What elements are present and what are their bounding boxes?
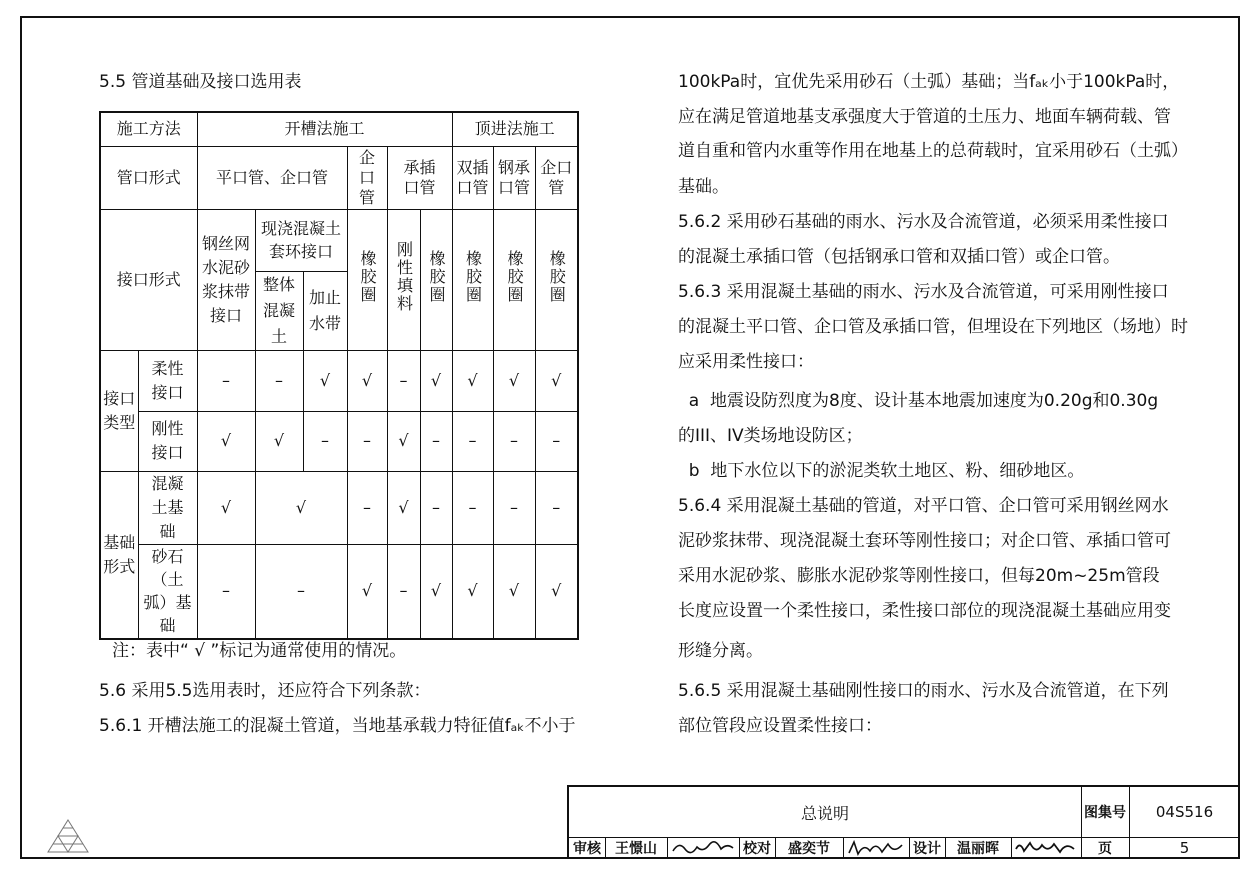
right-line: 部位管段应设置柔性接口： bbox=[678, 716, 882, 736]
right-line: 形缝分离。 bbox=[678, 641, 763, 661]
cell-check: √ bbox=[347, 544, 387, 639]
right-line: 5.6.2 采用砂石基础的雨水、污水及合流管道，必须采用柔性接口 bbox=[678, 212, 1169, 232]
right-line: a 地震设防烈度为8度、设计基本地震加速度为0.20g和0.30g bbox=[678, 391, 1159, 411]
cell-check: √ bbox=[255, 411, 303, 471]
joint-mesh-mortar: 钢丝网水泥砂浆抹带接口 bbox=[197, 209, 255, 350]
group-foundation: 基础形式 bbox=[100, 471, 138, 639]
joint-rigid-fill: 刚性填料 bbox=[387, 209, 420, 350]
check-signature bbox=[843, 837, 909, 859]
cell-dash: – bbox=[493, 411, 535, 471]
header-pipe-form: 管口形式 bbox=[100, 146, 197, 209]
header-method: 施工方法 bbox=[100, 112, 197, 146]
check-name: 盛奕节 bbox=[788, 841, 830, 857]
row-concrete-foundation: 混凝土基础 bbox=[138, 471, 197, 544]
cell-dash: – bbox=[387, 544, 420, 639]
clause-5-6: 5.6 采用5.5选用表时，还应符合下列条款： bbox=[99, 681, 431, 701]
joint-rubber-1: 橡胶圈 bbox=[347, 209, 387, 350]
cell-check: √ bbox=[255, 471, 347, 544]
cell-check: √ bbox=[452, 350, 493, 411]
atlas-logo-icon bbox=[46, 818, 90, 854]
cell-check: √ bbox=[535, 350, 578, 411]
cell-check: √ bbox=[387, 471, 420, 544]
design-signature bbox=[1011, 837, 1081, 859]
joint-whole-concrete: 整体混凝土 bbox=[255, 271, 303, 350]
right-line: 应采用柔性接口： bbox=[678, 352, 814, 372]
header-jacking: 顶进法施工 bbox=[452, 112, 578, 146]
right-line: 100kPa时，宜优先采用砂石（土弧）基础；当fₐₖ小于100kPa时， bbox=[678, 72, 1180, 92]
page-label: 页 bbox=[1098, 841, 1112, 857]
joint-rubber-3: 橡胶圈 bbox=[452, 209, 493, 350]
cell-check: √ bbox=[452, 544, 493, 639]
header-joint-form: 接口形式 bbox=[100, 209, 197, 350]
right-line: 道自重和管内水重等作用在地基上的总荷载时，宜采用砂石（土弧） bbox=[678, 141, 1188, 161]
right-line: 5.6.3 采用混凝土基础的雨水、污水及合流管道，可采用刚性接口 bbox=[678, 282, 1169, 302]
header-open-cut: 开槽法施工 bbox=[197, 112, 452, 146]
cell-dash: – bbox=[197, 544, 255, 639]
joint-rubber-2: 橡胶圈 bbox=[420, 209, 452, 350]
pipe-double-spigot: 双插口管 bbox=[452, 146, 493, 209]
right-line: 基础。 bbox=[678, 177, 729, 197]
cell-dash: – bbox=[452, 471, 493, 544]
cell-dash: – bbox=[493, 471, 535, 544]
right-line: 的混凝土承插口管（包括钢承口管和双插口管）或企口管。 bbox=[678, 247, 1120, 267]
right-line: 应在满足管道地基支承强度大于管道的土压力、地面车辆荷载、管 bbox=[678, 107, 1171, 127]
cell-dash: – bbox=[535, 411, 578, 471]
right-line: 5.6.5 采用混凝土基础刚性接口的雨水、污水及合流管道，在下列 bbox=[678, 681, 1169, 701]
joint-waterstop: 加止水带 bbox=[303, 271, 347, 350]
cell-check: √ bbox=[347, 350, 387, 411]
pipe-flat-qikou: 平口管、企口管 bbox=[197, 146, 347, 209]
cell-dash: – bbox=[387, 350, 420, 411]
review-signature bbox=[667, 837, 739, 859]
row-flexible: 柔性接口 bbox=[138, 350, 197, 411]
review-label: 审核 bbox=[573, 841, 601, 857]
cell-dash: – bbox=[420, 471, 452, 544]
cell-check: √ bbox=[420, 350, 452, 411]
cell-check: √ bbox=[493, 350, 535, 411]
section-title: 5.5 管道基础及接口选用表 bbox=[99, 72, 302, 92]
cell-check: √ bbox=[420, 544, 452, 639]
cell-dash: – bbox=[452, 411, 493, 471]
pipe-qikou: 企口管 bbox=[347, 146, 387, 209]
row-rigid: 刚性接口 bbox=[138, 411, 197, 471]
page-number: 5 bbox=[1179, 839, 1190, 857]
right-line: 的III、IV类场地设防区； bbox=[678, 426, 863, 446]
pipe-steel-socket: 钢承口管 bbox=[493, 146, 535, 209]
cell-dash: – bbox=[197, 350, 255, 411]
review-name: 王憬山 bbox=[615, 841, 657, 857]
right-line: 的混凝土平口管、企口管及承插口管，但埋设在下列地区（场地）时 bbox=[678, 317, 1188, 337]
cell-dash: – bbox=[303, 411, 347, 471]
right-line: 采用水泥砂浆、膨胀水泥砂浆等刚性接口，但每20m~25m管段 bbox=[678, 566, 1160, 586]
atlas-label: 图集号 bbox=[1084, 805, 1126, 821]
pipe-qikou-jack: 企口管 bbox=[535, 146, 578, 209]
cell-check: √ bbox=[493, 544, 535, 639]
cell-check: √ bbox=[197, 411, 255, 471]
cell-check: √ bbox=[303, 350, 347, 411]
cell-check: √ bbox=[387, 411, 420, 471]
right-line: 泥砂浆抹带、现浇混凝土套环等刚性接口；对企口管、承插口管可 bbox=[678, 531, 1171, 551]
atlas-number: 04S516 bbox=[1155, 803, 1214, 821]
cell-check: √ bbox=[535, 544, 578, 639]
design-name: 温丽晖 bbox=[957, 841, 999, 857]
pipe-socket: 承插口管 bbox=[387, 146, 452, 209]
design-label: 设计 bbox=[913, 841, 941, 857]
cell-check: √ bbox=[197, 471, 255, 544]
joint-rubber-5: 橡胶圈 bbox=[535, 209, 578, 350]
cell-dash: – bbox=[347, 411, 387, 471]
joint-rubber-4: 橡胶圈 bbox=[493, 209, 535, 350]
right-line: 长度应设置一个柔性接口，柔性接口部位的现浇混凝土基础应用变 bbox=[678, 601, 1171, 621]
cell-dash: – bbox=[535, 471, 578, 544]
cell-dash: – bbox=[420, 411, 452, 471]
group-joint-type: 接口类型 bbox=[100, 350, 138, 471]
check-label: 校对 bbox=[743, 841, 771, 857]
cell-dash: – bbox=[255, 544, 347, 639]
row-gravel-foundation: 砂石（土弧）基础 bbox=[138, 544, 197, 639]
clause-5-6-1: 5.6.1 开槽法施工的混凝土管道，当地基承载力特征值fₐₖ不小于 bbox=[99, 716, 576, 736]
cell-dash: – bbox=[347, 471, 387, 544]
table-note: 注：表中“ √ ”标记为通常使用的情况。 bbox=[112, 641, 407, 661]
drawing-title: 总说明 bbox=[800, 803, 849, 823]
right-line: b 地下水位以下的淤泥类软土地区、粉、细砂地区。 bbox=[678, 461, 1085, 481]
cell-dash: – bbox=[255, 350, 303, 411]
selection-table bbox=[99, 111, 579, 640]
right-line: 5.6.4 采用混凝土基础的管道，对平口管、企口管可采用钢丝网水 bbox=[678, 496, 1169, 516]
title-block bbox=[567, 785, 1240, 859]
joint-cast-ring: 现浇混凝土套环接口 bbox=[255, 209, 347, 271]
